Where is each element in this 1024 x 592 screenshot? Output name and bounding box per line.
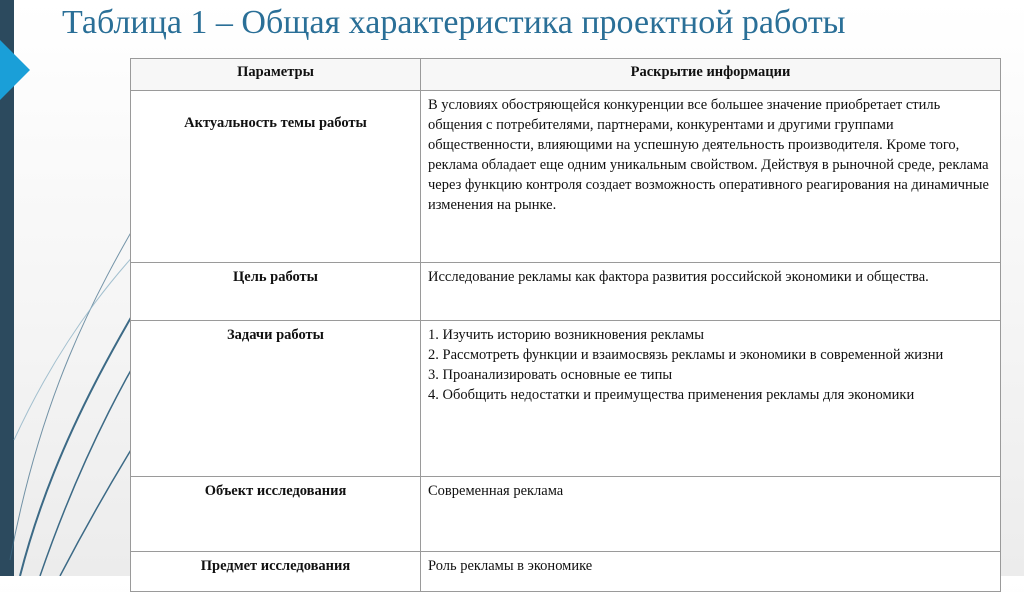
task-item-4: 4. Обобщить недостатки и преимущества применения рекламы для экономики xyxy=(428,387,915,403)
info-subject: Роль рекламы в экономике xyxy=(421,552,1001,592)
info-actuality: В условиях обостряющейся конкуренции все большее значение приобретает стиль общения с потребителями, партнерами, конкурентами и другими группами общественности, влияющими на успешную деятельность производителя. Кроме того, реклама обладает еще одним уникальным свойством. Действуя в рыночной среде, реклама через функцию контроля создает возможность оперативного реагирования на динамичные изменения на рынке. xyxy=(421,91,1001,263)
header-parameters: Параметры xyxy=(131,59,421,91)
info-tasks xyxy=(421,321,1001,477)
table-row-object xyxy=(131,477,1001,552)
table-row-goal xyxy=(131,263,1001,321)
characteristics-table xyxy=(130,58,1001,592)
info-goal: Исследование рекламы как фактора развития российской экономики и общества. xyxy=(421,263,1001,321)
info-object: Современная реклама xyxy=(421,477,1001,552)
task-item-3: 3. Проанализировать основные ее типы xyxy=(428,367,673,383)
table-row-tasks xyxy=(131,321,1001,477)
param-subject: Предмет исследования xyxy=(131,552,421,592)
param-tasks: Задачи работы xyxy=(131,321,421,477)
param-actuality: Актуальность темы работы xyxy=(131,91,421,263)
task-item-1: 1. Изучить историю возникновения рекламы xyxy=(428,327,704,343)
header-information: Раскрытие информации xyxy=(421,59,1001,91)
table-row-actuality xyxy=(131,91,1001,263)
slide-title: Таблица 1 – Общая характеристика проектной работы xyxy=(62,4,846,41)
param-goal: Цель работы xyxy=(131,263,421,321)
arrow-accent-shape xyxy=(0,40,30,100)
characteristics-table-wrapper xyxy=(130,58,1000,592)
table-row-subject xyxy=(131,552,1001,592)
param-object: Объект исследования xyxy=(131,477,421,552)
task-item-2: 2. Рассмотреть функции и взаимосвязь рекламы и экономики в современной жизни xyxy=(428,347,944,363)
decorative-curve-3 xyxy=(10,200,150,560)
table-header-row xyxy=(131,59,1001,91)
